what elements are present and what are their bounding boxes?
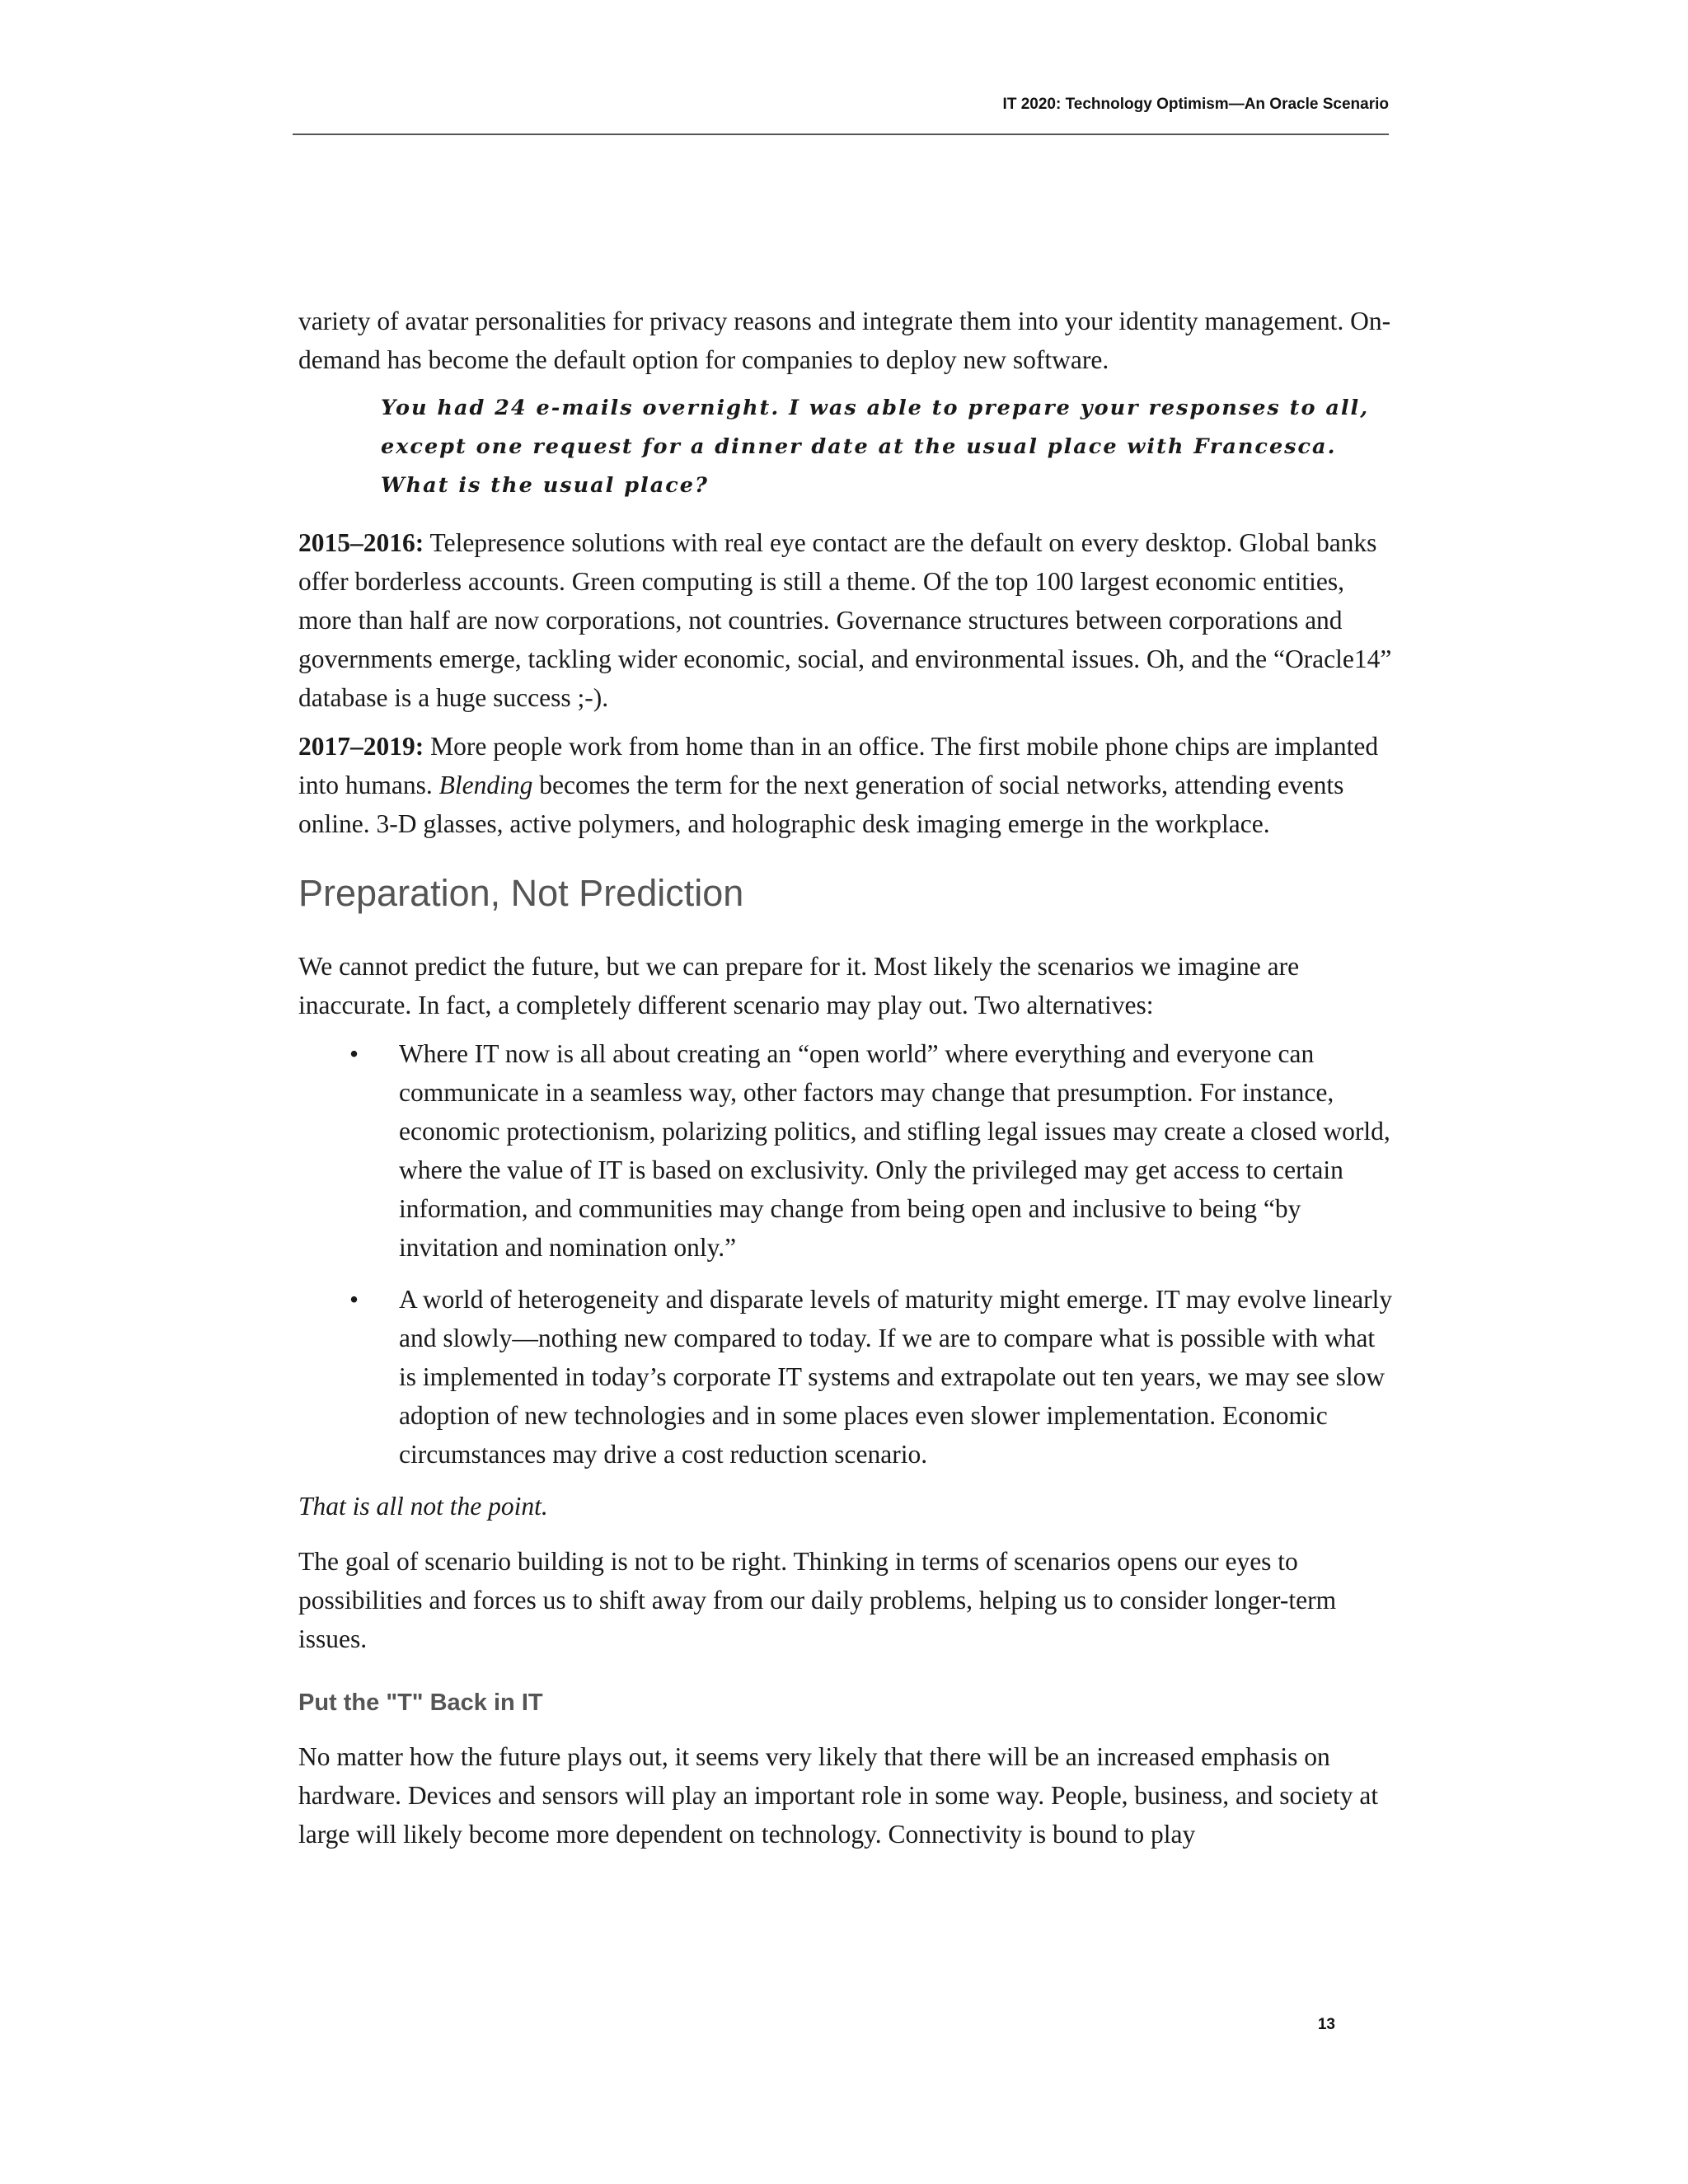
- paragraph-2015-2016-text: Telepresence solutions with real eye contact are the default on every desktop. Global banks offer borderless accounts. Green computing is still a theme. Of the top 100 largest economic entities, more than half are now corporations, not countries. Governance structures between corporations and governments emerge, tackling wider economic, social, and environmental issues. Oh, and the “Oracle14” database is a huge success ;-).: [298, 528, 1392, 712]
- year-label-2015-2016: 2015–2016:: [298, 528, 424, 557]
- paragraph-2017-2019: [298, 727, 1393, 843]
- paragraph-2017-2019-text-b: becomes the term for the next generation of social networks, attending events online. 3-D glasses, active polymers, and holographic desk imaging emerge in the workplace.: [298, 771, 1344, 838]
- italic-note: That is all not the point.: [298, 1492, 548, 1521]
- year-label-2017-2019: 2017–2019:: [298, 732, 424, 761]
- list-item-text: A world of heterogeneity and disparate levels of maturity might emerge. IT may evolve linearly and slowly—nothing new compared to today. If we are to compare what is possible with what is implemented in today’s corporate IT systems and extrapolate out ten years, we may see slow adoption of new technologies and in some places even slower implementation. Economic circumstances may drive a cost reduction scenario.: [399, 1285, 1393, 1469]
- list-item: [298, 1280, 1393, 1474]
- page-content: [298, 302, 1393, 1863]
- section-heading-preparation: Preparation, Not Prediction: [298, 872, 744, 914]
- assistant-quote: You had 24 e-mails overnight. I was able to prepare your responses to all, except one request for a dinner date at the usual place with Francesca. What is the usual place?: [381, 396, 1370, 498]
- list-item: [298, 1034, 1393, 1267]
- header-rule: [293, 134, 1389, 135]
- running-header: IT 2020: Technology Optimism—An Oracle Scenario: [1002, 96, 1389, 113]
- blending-term: Blending: [438, 771, 533, 799]
- paragraph-prepare-intro: We cannot predict the future, but we can prepare for it. Most likely the scenarios we imagine are inaccurate. In fact, a completely different scenario may play out. Two alternatives:: [298, 952, 1300, 1019]
- list-item-text: Where IT now is all about creating an “open world” where everything and everyone can communicate in a seamless way, other factors may change that presumption. For instance, economic protectionism, polarizing politics, and stifling legal issues may create a closed world, where the value of IT is based on exclusivity. Only the privileged may get access to certain information, and communities may change from being open and inclusive to being “by invitation and nomination only.”: [399, 1039, 1390, 1262]
- bullet-icon: •: [349, 1039, 359, 1068]
- subsection-heading-hardware: Put the "T" Back in IT: [298, 1690, 543, 1716]
- paragraph-2017-2019-text-a: More people work from home than in an office. The first mobile phone chips are implanted into humans.: [298, 732, 1379, 799]
- bullet-icon: •: [349, 1285, 359, 1314]
- page-number: 13: [1317, 2016, 1335, 2033]
- paragraph-avatar: variety of avatar personalities for privacy reasons and integrate them into your identity management. On-demand has become the default option for companies to deploy new software.: [298, 307, 1391, 374]
- paragraph-2015-2016: [298, 523, 1393, 717]
- paragraph-scenario-goal: The goal of scenario building is not to be right. Thinking in terms of scenarios opens our eyes to possibilities and forces us to shift away from our daily problems, helping us to consider longer-term issues.: [298, 1547, 1337, 1653]
- paragraph-hardware: No matter how the future plays out, it seems very likely that there will be an increased emphasis on hardware. Devices and sensors will play an important role in some way. People, business, and society at large will likely become more dependent on technology. Connectivity is bound to play: [298, 1742, 1379, 1849]
- alternatives-list: [298, 1034, 1393, 1474]
